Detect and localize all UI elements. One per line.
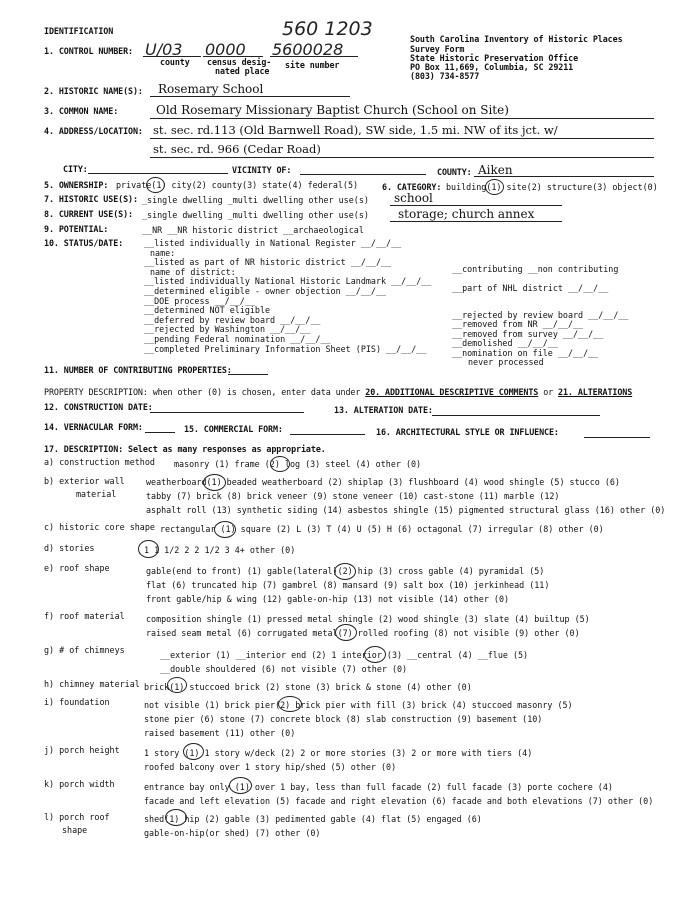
agency-line: State Historic Preservation Office <box>410 53 579 63</box>
county-value[interactable]: Aiken <box>478 163 513 177</box>
exterior-wall-options[interactable]: weatherboard(1) beaded weatherboard (2) shiplap (3) flushboard (4) wood shingle (5) stucco (6) <box>146 477 620 487</box>
commercial-rule <box>290 434 365 435</box>
foundation-circle <box>278 696 302 712</box>
foundation-options[interactable]: raised basement (11) other (0) <box>144 728 296 738</box>
city-label: CITY: <box>63 164 88 174</box>
historic-use-rule <box>390 205 562 206</box>
address-line-2[interactable]: st. sec. rd. 966 (Cedar Road) <box>153 142 321 156</box>
agency-line: PO Box 11,669, Columbia, SC 29211 <box>410 62 574 72</box>
core-shape-circle <box>214 521 236 538</box>
status-item[interactable]: __rejected by Washington __/__/__ <box>144 324 311 335</box>
vicinity-label: VICINITY OF: <box>232 165 292 175</box>
current-use-options[interactable]: _single dwelling _multi dwelling other use(s) <box>142 210 369 220</box>
site-caption: site number <box>285 60 340 70</box>
status-item[interactable]: __pending Federal nomination __/__/__ <box>144 333 331 344</box>
exterior-wall-options[interactable]: asphalt roll (13) synthetic siding (14) asbestos shingle (15) pigmented structural glass (16) other (0) <box>146 505 666 515</box>
contributing-properties-label: 11. NUMBER OF CONTRIBUTING PROPERTIES: <box>44 365 232 375</box>
foundation-options[interactable]: not visible (1) brick pier(2) brick pier with fill (3) brick (4) stuccoed masonry (5) <box>144 700 573 710</box>
status-left-list <box>144 239 431 354</box>
construction-circle <box>270 456 290 472</box>
historic-name-label: 2. HISTORIC NAME(S): <box>44 86 143 96</box>
porch-roof-label-2: shape <box>62 825 88 835</box>
commercial-form-label: 15. COMMERCIAL FORM: <box>184 424 283 434</box>
roof-shape-options[interactable]: front gable/hip & wing (12) gable-on-hip (13) not visible (14) other (0) <box>146 594 510 604</box>
roof-material-circle <box>335 624 357 641</box>
porch-width-options[interactable]: facade and left elevation (5) facade and right elevation (6) facade and both elevations (7) other (0) <box>144 796 654 806</box>
vernacular-rule <box>145 432 175 433</box>
status-item[interactable]: __listed individually in National Register __/__/__ <box>144 238 402 248</box>
status-item: name: <box>150 247 176 258</box>
category-circle <box>485 179 504 195</box>
stories-options[interactable]: 1 1 1/2 2 2 1/2 3 4+ other (0) <box>144 545 296 555</box>
status-item: never processed <box>468 357 544 368</box>
address-label: 4. ADDRESS/LOCATION: <box>44 126 143 136</box>
exterior-wall-circle <box>203 474 226 491</box>
construction-date-label: 12. CONSTRUCTION DATE: <box>44 402 153 412</box>
construction-method-label: a) construction method <box>44 457 155 467</box>
porch-roof-options[interactable]: gable-on-hip(or shed) (7) other (0) <box>144 828 321 838</box>
status-item[interactable]: __demolished __/__/__ <box>452 338 558 349</box>
category-label: 6. CATEGORY: <box>382 182 442 192</box>
status-right-list <box>452 311 628 367</box>
county-caption: county <box>160 57 190 67</box>
agency-line: (803) 734-8577 <box>410 71 480 81</box>
foundation-label: i) foundation <box>44 697 110 707</box>
historic-name-rule <box>150 96 350 97</box>
vicinity-rule <box>300 174 426 175</box>
porch-roof-circle <box>165 809 187 826</box>
porch-width-circle <box>229 777 252 794</box>
exterior-wall-label: b) exterior wall <box>44 476 125 486</box>
census-code[interactable]: 0000 <box>205 40 246 59</box>
comments-reference: 20. ADDITIONAL DESCRIPTIVE COMMENTS <box>365 387 539 397</box>
chimneys-options[interactable]: __exterior (1) __interior end (2) 1 interior (3) __central (4) __flue (5) <box>160 650 529 660</box>
porch-roof-options[interactable]: shed(1) hip (2) gable (3) pedimented gable (4) flat (5) engaged (6) <box>144 814 482 824</box>
common-name-label: 3. COMMON NAME: <box>44 106 119 116</box>
porch-width-options[interactable]: entrance bay only (1) over 1 bay, less than full facade (2) full facade (3) porte cochere (4) <box>144 782 613 792</box>
status-item[interactable]: __rejected by review board __/__/__ <box>452 310 629 320</box>
county-code[interactable]: U/03 <box>145 40 183 59</box>
roof-material-options[interactable]: raised seam metal (6) corrugated metal(7) rolled roofing (8) not visible (9) other (0) <box>146 628 580 638</box>
chimney-material-label: h) chimney material <box>44 679 140 689</box>
porch-height-options[interactable]: roofed balcony over 1 story hip/shed (5) other (0) <box>144 762 397 772</box>
status-item[interactable]: __determined NOT eligible <box>144 305 271 316</box>
status-item[interactable]: __listed individually National Historic Landmark __/__/__ <box>144 276 432 287</box>
county-label: COUNTY: <box>437 167 472 177</box>
census-caption: census desig- <box>207 57 272 67</box>
agency-line: South Carolina Inventory of Historic Places <box>410 34 623 44</box>
status-item[interactable]: __DOE process __/__/__ <box>144 295 255 306</box>
description-label: 17. DESCRIPTION: Select as many responses as appropriate. <box>44 444 326 454</box>
roof-material-label: f) roof material <box>44 611 125 621</box>
status-item[interactable]: __deferred by review board __/__/__ <box>144 314 321 325</box>
stories-label: d) stories <box>44 543 95 553</box>
architectural-style-label: 16. ARCHITECTURAL STYLE OR INFLUENCE: <box>376 427 559 437</box>
potential-label: 9. POTENTIAL: <box>44 224 109 234</box>
agency-line: Survey Form <box>410 44 465 54</box>
core-shape-options[interactable]: rectangular (1) square (2) L (3) T (4) U (5) H (6) octagonal (7) irregular (8) other (0) <box>160 524 604 534</box>
core-shape-label: c) historic core shape <box>44 522 155 532</box>
construction-date-rule <box>150 412 304 413</box>
architectural-style-rule <box>584 437 650 438</box>
chimney-material-options[interactable]: brick(1) stuccoed brick (2) stone (3) brick & stone (4) other (0) <box>144 682 472 692</box>
status-item[interactable]: __nomination on file __/__/__ <box>452 347 599 358</box>
property-description-text: PROPERTY DESCRIPTION: when other (0) is chosen, enter data under <box>44 387 361 397</box>
roof-shape-label: e) roof shape <box>44 563 110 573</box>
roof-material-options[interactable]: composition shingle (1) pressed metal shingle (2) wood shingle (3) slate (4) builtup (5) <box>146 614 590 624</box>
chimneys-circle <box>364 646 386 663</box>
porch-roof-label: l) porch roof <box>44 812 110 822</box>
status-item[interactable]: __removed from survey __/__/__ <box>452 328 604 339</box>
porch-height-circle <box>183 743 204 760</box>
chimneys-options[interactable]: __double shouldered (6) not visible (7) other (0) <box>160 664 408 674</box>
current-use-rule <box>390 221 562 222</box>
historic-use-value[interactable]: school <box>394 191 433 205</box>
chimney-material-circle <box>167 677 187 693</box>
vernacular-form-label: 14. VERNACULAR FORM: <box>44 422 143 432</box>
handwritten-code: 560 1203 <box>282 18 373 40</box>
exterior-wall-label-2: material <box>76 489 117 499</box>
site-number[interactable]: 5600028 <box>272 40 344 59</box>
category-options[interactable]: building(1) site(2) structure(3) object(0) <box>446 182 658 192</box>
roof-shape-options[interactable]: gable(end to front) (1) gable(lateral)(2) hip (3) cross gable (4) pyramidal (5) <box>146 566 545 576</box>
county-rule-line <box>474 176 654 177</box>
stories-circle <box>138 540 159 558</box>
agency-block <box>410 34 623 81</box>
current-use-label: 8. CURRENT USE(S): <box>44 209 133 219</box>
historic-use-label: 7. HISTORIC USE(S): <box>44 194 138 204</box>
ownership-label: 5. OWNERSHIP: <box>44 180 109 190</box>
current-use-value[interactable]: storage; church annex <box>398 207 535 221</box>
exterior-wall-options[interactable]: tabby (7) brick (8) brick veneer (9) stone veneer (10) cast-stone (11) marble (12) <box>146 491 560 501</box>
porch-width-label: k) porch width <box>44 779 115 789</box>
ownership-options[interactable]: private(1) city(2) county(3) state(4) federal(5) <box>116 180 359 190</box>
control-number-label: 1. CONTROL NUMBER: <box>44 46 133 56</box>
or-text: or <box>543 387 554 397</box>
address-line-1[interactable]: st. sec. rd.113 (Old Barnwell Road), SW side, 1.5 mi. NW of its jct. w/ <box>153 123 558 137</box>
status-item[interactable]: __completed Preliminary Information Sheet (PIS) __/__/__ <box>144 343 427 354</box>
potential-options[interactable]: __NR __NR historic district __archaeological <box>142 225 364 235</box>
alteration-date-label: 13. ALTERATION DATE: <box>334 405 433 415</box>
roof-shape-options[interactable]: flat (6) truncated hip (7) gambrel (8) mansard (9) salt box (10) jerkinhead (11) <box>146 580 550 590</box>
status-item[interactable]: __removed from NR __/__/__ <box>452 319 584 330</box>
status-contributing[interactable]: __contributing __non contributing <box>452 264 619 274</box>
historic-name-value[interactable]: Rosemary School <box>158 82 264 96</box>
alterations-reference: 21. ALTERATIONS <box>558 387 633 397</box>
status-item[interactable]: __determined eligible - owner objection __/__/__ <box>144 285 387 296</box>
foundation-options[interactable]: stone pier (6) stone (7) concrete block (8) slab construction (9) basement (10) <box>144 714 543 724</box>
address-rule-2 <box>150 157 654 158</box>
status-label: 10. STATUS/DATE: <box>44 238 124 248</box>
property-description-note <box>44 387 632 398</box>
construction-method-options[interactable]: masonry (1) frame (2) log (3) steel (4) other (0) <box>174 459 422 469</box>
census-caption-2: nated place <box>215 66 270 76</box>
contributing-properties-rule <box>228 374 268 375</box>
address-rule-1 <box>150 138 654 139</box>
status-nhl[interactable]: __part of NHL district __/__/__ <box>452 283 609 293</box>
chimneys-label: g) # of chimneys <box>44 645 125 655</box>
city-rule <box>88 173 228 174</box>
site-rule <box>270 56 358 57</box>
identification-heading: IDENTIFICATION <box>44 26 114 36</box>
common-name-value[interactable]: Old Rosemary Missionary Baptist Church (School on Site) <box>156 103 509 117</box>
porch-height-options[interactable]: 1 story (1) 1 story w/deck (2) 2 or more stories (3) 2 or more with tiers (4) <box>144 748 533 758</box>
porch-height-label: j) porch height <box>44 745 120 755</box>
roof-shape-circle <box>334 563 356 580</box>
ownership-circle <box>146 177 165 193</box>
historic-use-options[interactable]: _single dwelling _multi dwelling other use(s) <box>142 195 369 205</box>
status-item: name of district: <box>150 266 236 277</box>
common-name-rule <box>150 118 654 119</box>
status-item[interactable]: __listed as part of NR historic district __/__/__ <box>144 257 392 268</box>
alteration-date-rule <box>432 415 600 416</box>
